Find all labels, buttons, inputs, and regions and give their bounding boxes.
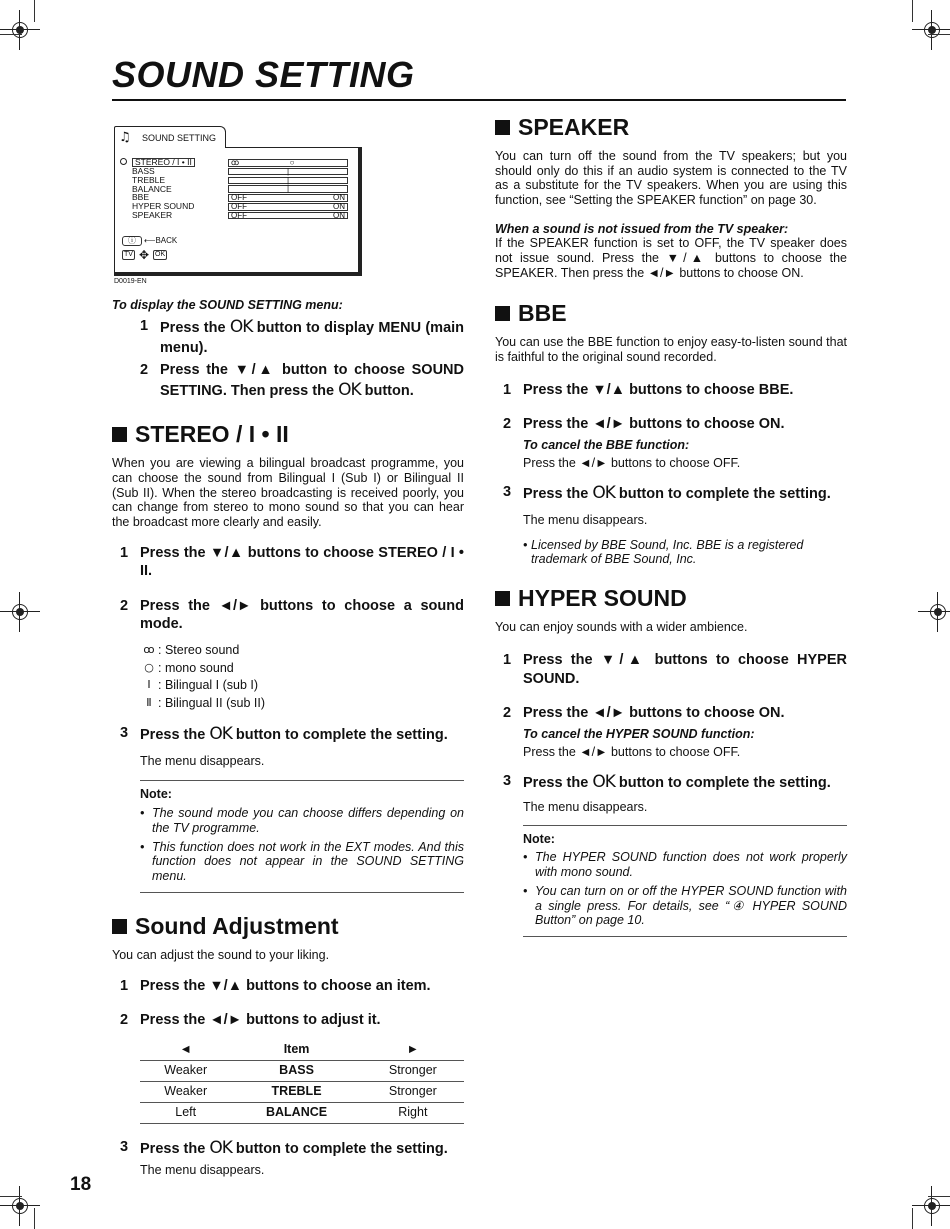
mode-stereo: ꝏ : Stereo sound — [140, 642, 464, 660]
sound-adjustment-heading: Sound Adjustment — [112, 913, 464, 940]
menu-item: SPEAKER — [132, 209, 173, 220]
bilingual-1-icon: Ⅰ — [147, 678, 151, 692]
hyper-note-box — [523, 825, 847, 938]
hyper-step-2: 2 Press the ◄/► buttons to choose ON. — [503, 705, 785, 722]
hyper-step-1: 1 Press the ▼/▲ buttons to choose HYPER SOUND. — [503, 651, 847, 687]
speaker-bar — [228, 212, 348, 220]
bbe-heading: BBE — [495, 300, 847, 327]
hyper-sound-heading: HYPER SOUND — [495, 585, 847, 612]
slider-mark: | — [286, 175, 290, 185]
stereo-bar — [228, 159, 348, 167]
right-column — [495, 114, 847, 937]
treble-bar — [228, 177, 348, 185]
square-bullet-icon — [495, 591, 510, 606]
table-row: Weaker TREBLE Stronger — [140, 1082, 464, 1103]
menu-item: TREBLE — [132, 174, 166, 185]
left-arrow-icon: ◄ — [140, 1038, 231, 1061]
ok-button-icon: OK — [229, 316, 253, 337]
ok-button-icon: OK — [209, 1137, 232, 1158]
adjust-after: The menu disappears. — [140, 1163, 265, 1178]
off-value: OFF — [231, 210, 247, 220]
page-number: 18 — [70, 1174, 92, 1195]
table-row: Weaker BASS Stronger — [140, 1061, 464, 1082]
registration-mark-mid-left — [0, 592, 40, 632]
note-heading: Note: — [523, 831, 555, 846]
adjust-step-2: 2 Press the ◄/► buttons to adjust it. — [120, 1012, 381, 1029]
adjust-step-1: 1 Press the ▼/▲ buttons to choose an item. — [120, 977, 431, 994]
right-arrow-icon: ► — [362, 1038, 464, 1061]
trim-line — [928, 34, 950, 35]
stereo-step-2: 2 Press the ◄/► buttons to choose a sound mode. — [120, 597, 464, 633]
menu-item: BBE — [132, 192, 150, 203]
sound-mode-list — [140, 642, 464, 712]
registration-mark-bottom-right — [912, 1186, 950, 1226]
sound-setting-menu-graphic — [112, 126, 364, 286]
note-item: • The sound mode you can choose differs depending on the TV programme. — [140, 806, 464, 835]
bbe-step-1: 1 Press the ▼/▲ buttons to choose BBE. — [503, 381, 794, 398]
ok-button-icon: OK — [338, 379, 361, 400]
menu-tab — [114, 126, 226, 148]
menu-item: STEREO / I • II — [132, 158, 195, 167]
info-icon: ⓘ — [122, 236, 142, 246]
stereo-step-3: 3 Press the OK button to complete the setting. — [120, 723, 448, 744]
back-label: BACK — [155, 236, 178, 246]
ok-label: OK — [153, 250, 167, 260]
music-note-icon: ♫ — [119, 130, 131, 145]
title-rule — [112, 99, 846, 101]
bbe-step-3: 3 Press the OK button to complete the setting. — [503, 483, 831, 504]
stereo-intro: When you are viewing a bilingual broadcast programme, you can choose the sound from Bilingual I (Sub I) or Bilingual II (Sub II). When the stereo broadcasting is received poorly, you can change from stereo to mono sound so that you can hear the broadcast more clearly and easily. — [112, 456, 464, 529]
trim-line — [912, 1208, 913, 1229]
bilingual-2-icon: Ⅱ — [146, 695, 152, 709]
bbe-intro: You can use the BBE function to enjoy easy-to-listen sound that is faithful to the original sound recorded. — [495, 335, 847, 364]
speaker-intro: You can turn off the sound from the TV speakers; but you should only do this if an audio system is connected to the TV as a substitute for the TV speakers. When you are using this function, see “Setting the SPEAKER function” on page 30. — [495, 149, 847, 207]
ok-button-icon: OK — [592, 772, 615, 793]
adjust-step-3: 3 Press the OK button to complete the setting. — [120, 1137, 448, 1158]
mono-symbol-icon: ○ — [289, 158, 295, 167]
menu-item: BASS — [132, 166, 155, 176]
note-item: • This function does not work in the EXT modes. And this function does not appear in the SOUND SETTING menu. — [140, 839, 464, 884]
bass-bar — [228, 168, 348, 176]
note-item: • The HYPER SOUND function does not work properly with mono sound. — [523, 850, 847, 880]
bbe-step-2: 2 Press the ◄/► buttons to choose ON. — [503, 416, 785, 433]
stereo-step-1: 1 Press the ▼/▲ buttons to choose STEREO / I • II. — [120, 544, 464, 580]
step-number: 2 — [140, 362, 149, 379]
tv-label: TV — [122, 250, 135, 260]
on-value: ON — [333, 210, 345, 220]
trim-line — [0, 1196, 22, 1197]
on-value: ON — [333, 193, 345, 203]
square-bullet-icon — [495, 306, 510, 321]
slider-mark: | — [286, 166, 290, 176]
bbe-cancel: To cancel the BBE function: Press the ◄/► buttons to choose OFF. — [523, 437, 741, 471]
trim-line — [34, 1208, 35, 1229]
stereo-note-box — [140, 780, 464, 893]
bbe-license: • Licensed by BBE Sound, Inc. BBE is a registered trademark of BBE Sound, Inc. — [523, 537, 804, 567]
step-number: 1 — [140, 317, 149, 334]
speaker-subhead: When a sound is not issued from the TV speaker: — [495, 221, 789, 236]
registration-mark-mid-right — [918, 592, 950, 632]
hyper-after: The menu disappears. — [523, 799, 648, 814]
mono-icon: ○ — [144, 660, 154, 674]
speaker-body: If the SPEAKER function is set to OFF, the TV speaker does not issue sound. Press the ▼/▲ buttons to choose the SPEAKER. Then press the ◄/► buttons to choose ON. — [495, 236, 847, 280]
stereo-after: The menu disappears. — [140, 753, 265, 768]
off-value: OFF — [231, 201, 247, 211]
stereo-icon: ꝏ — [143, 643, 155, 657]
menu-controls: ⓘ ⟵ BACK TV ✥ OK — [124, 236, 178, 262]
left-column — [112, 114, 464, 1178]
display-menu-step-2: 2 Press the ▼/▲ button to choose SOUND SETTING. Then press the OK button. — [132, 361, 464, 401]
selection-dot-icon — [120, 158, 127, 165]
square-bullet-icon — [495, 120, 510, 135]
display-menu-step-1: 1 Press the OK button to display MENU (main menu). — [132, 317, 464, 357]
mode-bilingual-1: Ⅰ : Bilingual I (sub I) — [140, 677, 464, 695]
menu-tab-label: SOUND SETTING — [142, 133, 217, 143]
trim-line — [0, 34, 22, 35]
hyper-step-3: 3 Press the OK button to complete the setting. — [503, 772, 831, 793]
stereo-symbol-icon: ꝏ — [231, 158, 240, 167]
column-header: Item — [231, 1038, 361, 1061]
trim-line — [928, 1196, 950, 1197]
speaker-heading: SPEAKER — [495, 114, 847, 141]
note-heading: Note: — [140, 787, 172, 802]
hyper-sound-bar — [228, 203, 348, 211]
sound-adjustment-intro: You can adjust the sound to your liking. — [112, 947, 330, 962]
menu-value-bars — [228, 159, 348, 220]
menu-item: HYPER SOUND — [132, 201, 195, 212]
adjustment-table — [140, 1038, 464, 1124]
registration-mark-top-right — [912, 10, 950, 50]
bbe-bar — [228, 194, 348, 202]
note-item: • You can turn on or off the HYPER SOUND function with a single press. For details, see “④ HYPER SOUND Button” on page 10. — [523, 883, 847, 928]
bbe-after: The menu disappears. — [523, 512, 648, 527]
trim-line — [34, 0, 35, 22]
square-bullet-icon — [112, 427, 127, 442]
ok-button-icon: OK — [592, 483, 615, 504]
stereo-section-heading: STEREO / I • II — [112, 421, 464, 448]
on-value: ON — [333, 201, 345, 211]
menu-item: BALANCE — [132, 183, 172, 194]
mode-mono: ○ : mono sound — [140, 659, 464, 677]
trim-line — [912, 0, 913, 22]
balance-bar — [228, 185, 348, 193]
off-value: OFF — [231, 193, 247, 203]
square-bullet-icon — [112, 919, 127, 934]
figure-code: D0019-EN — [114, 278, 147, 285]
page-title: SOUND SETTING — [112, 54, 415, 95]
display-menu-heading: To display the SOUND SETTING menu: — [112, 298, 343, 312]
mode-bilingual-2: Ⅱ : Bilingual II (sub II) — [140, 694, 464, 712]
table-row: Left BALANCE Right — [140, 1102, 464, 1123]
table-header-row — [140, 1038, 464, 1061]
slider-mark: | — [286, 184, 290, 194]
menu-item-labels — [132, 158, 195, 220]
hyper-cancel: To cancel the HYPER SOUND function: Press the ◄/► buttons to choose OFF. — [523, 726, 755, 760]
direction-pad-icon: ✥ — [138, 248, 150, 262]
ok-button-icon: OK — [209, 723, 232, 744]
hyper-sound-intro: You can enjoy sounds with a wider ambience. — [495, 620, 748, 635]
